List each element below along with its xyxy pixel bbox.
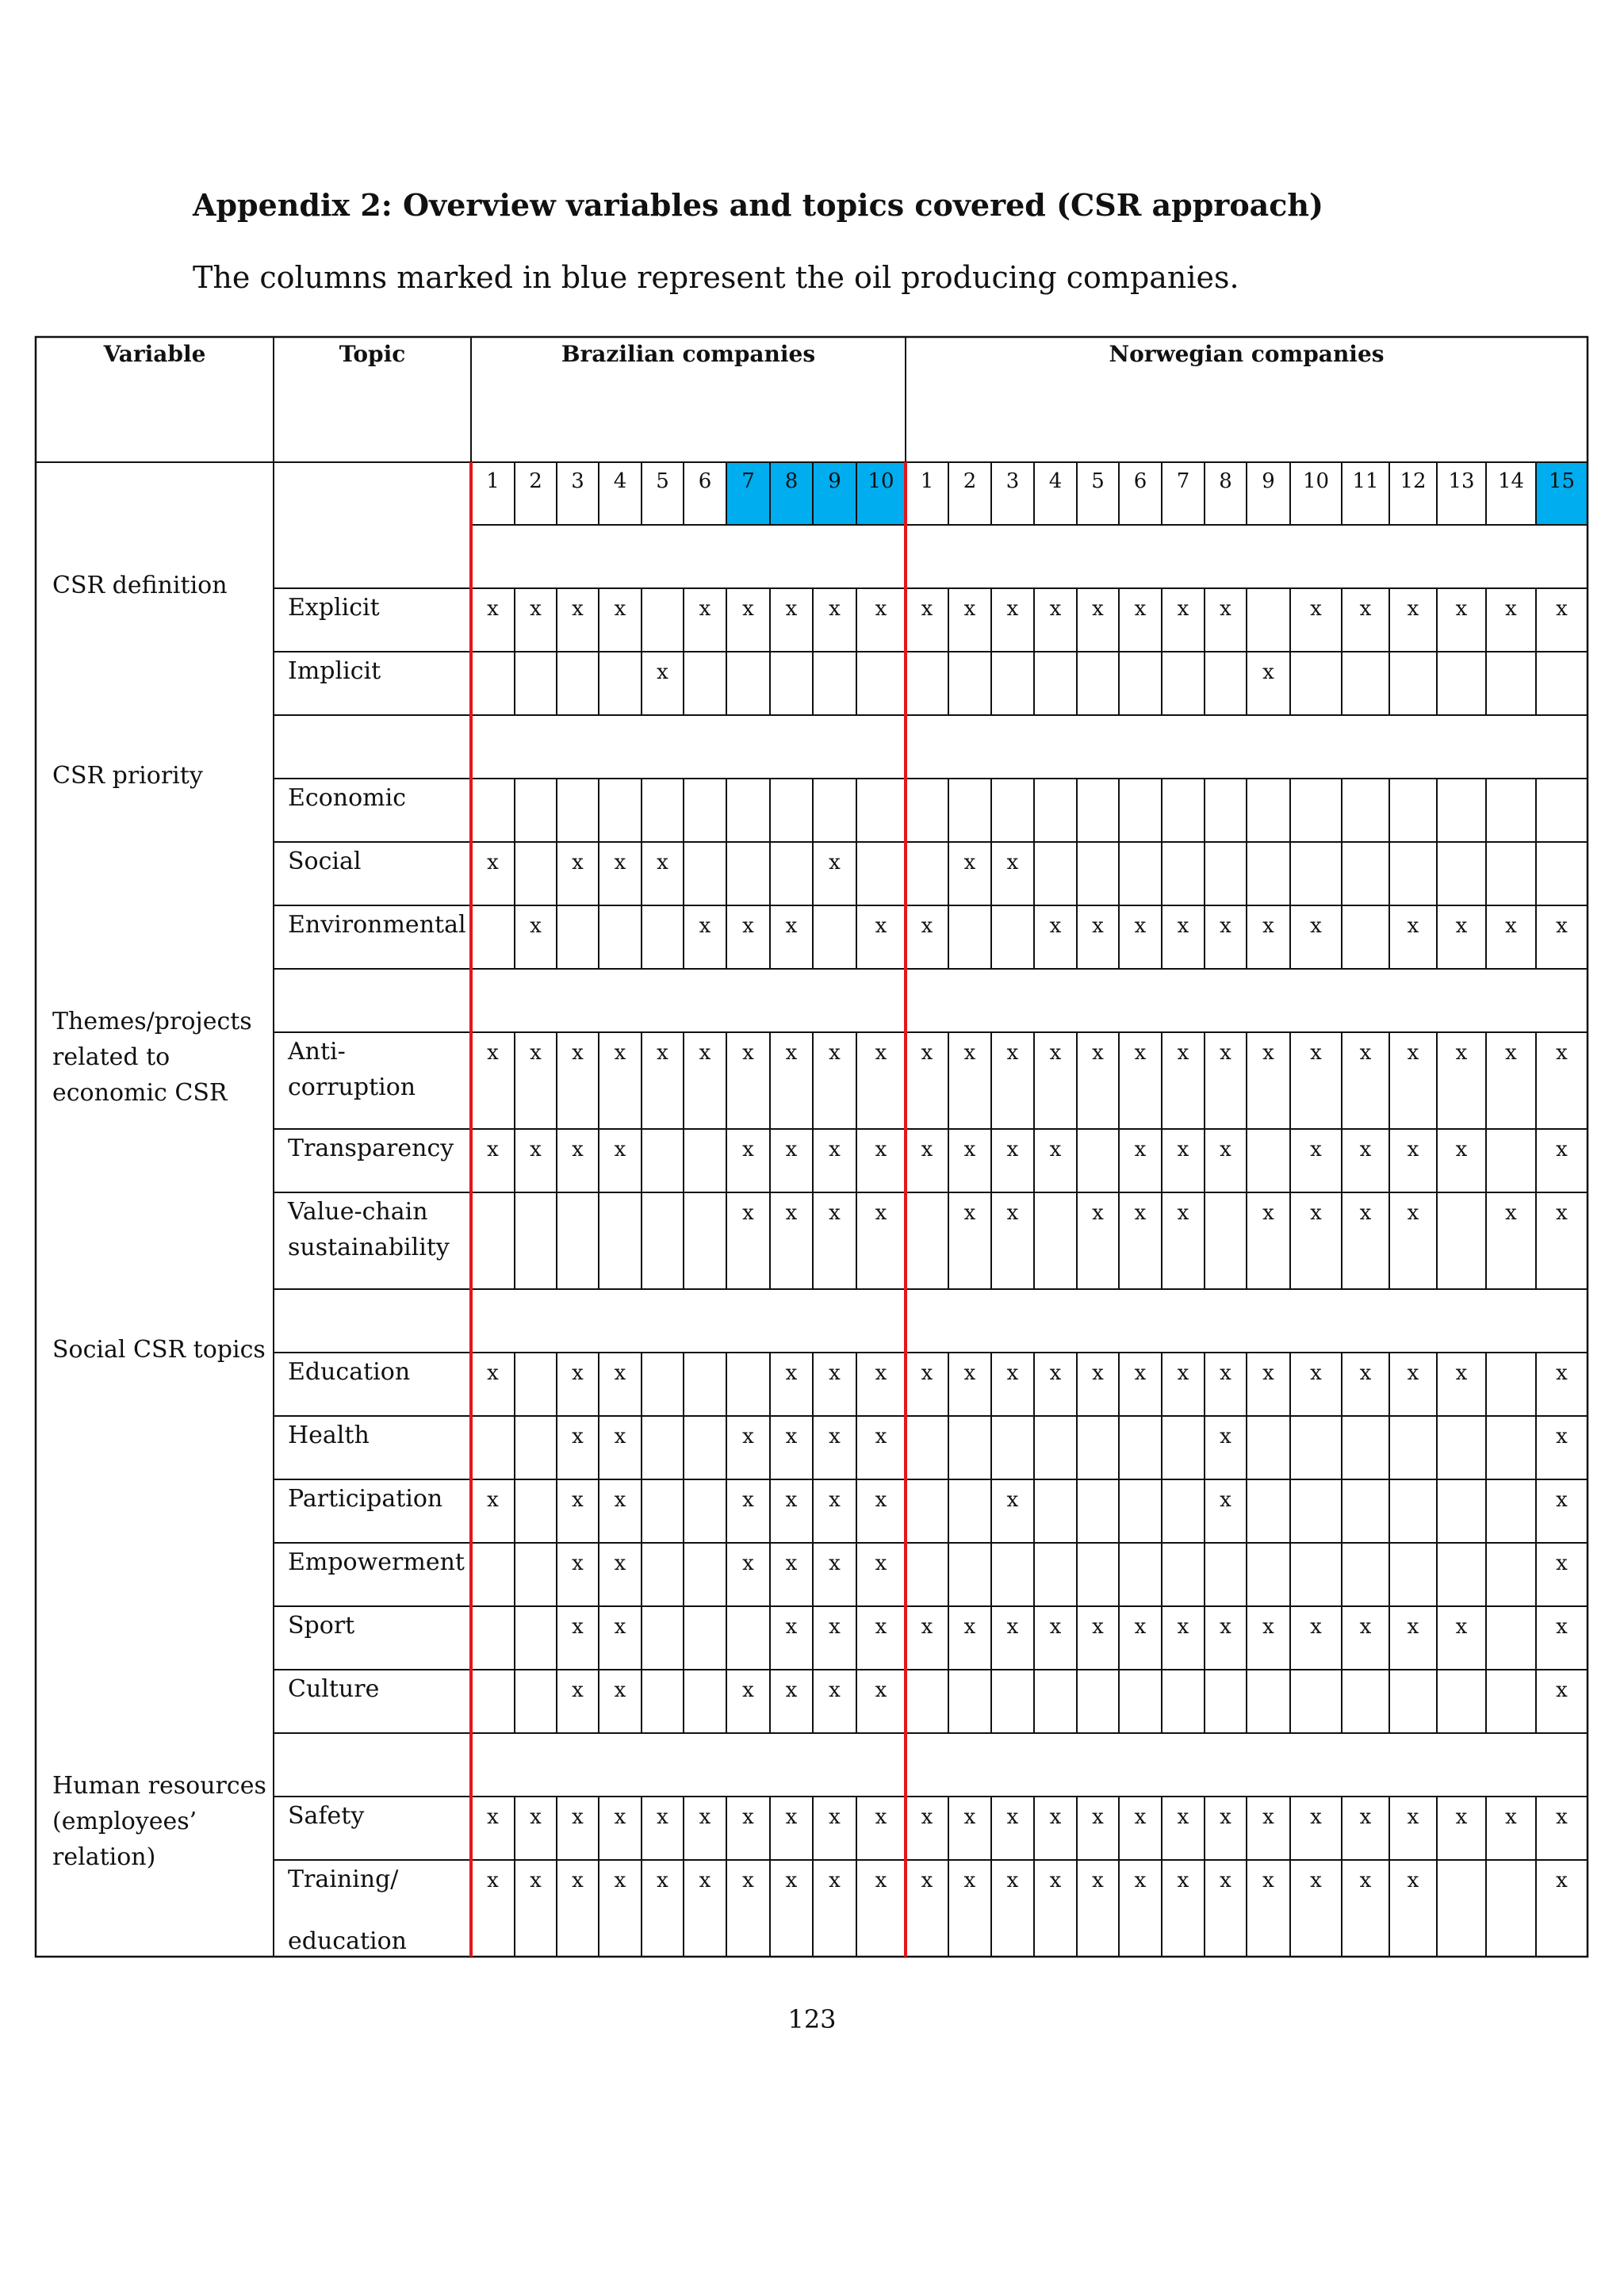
mark-x: x: [1092, 1201, 1104, 1225]
mark-x: x: [1220, 1869, 1231, 1892]
variable-label: relation): [52, 1843, 156, 1871]
mark-x: x: [1310, 1615, 1322, 1639]
mark-x: x: [1220, 1615, 1231, 1639]
mark-x: x: [1049, 914, 1062, 938]
brazil-company-number-2: 2: [529, 469, 542, 493]
brazil-company-number-7: 7: [741, 469, 755, 493]
mark-x: x: [829, 851, 841, 874]
mark-x: x: [1049, 597, 1062, 621]
mark-x: x: [1177, 1805, 1189, 1829]
mark-x: x: [1556, 1425, 1568, 1448]
topic-label: Value-chain: [288, 1198, 428, 1226]
mark-x: x: [1455, 914, 1468, 938]
mark-x: x: [742, 1552, 754, 1575]
topic-label: Culture: [288, 1675, 380, 1703]
variable-label: (employees’: [52, 1808, 197, 1835]
mark-x: x: [699, 1869, 711, 1892]
mark-x: x: [1092, 1361, 1104, 1385]
mark-x: x: [530, 1041, 542, 1065]
norway-company-number-14: 14: [1497, 469, 1525, 493]
mark-x: x: [1134, 1041, 1147, 1065]
mark-x: x: [785, 1488, 798, 1512]
mark-x: x: [963, 1201, 976, 1225]
mark-x: x: [530, 1869, 542, 1892]
mark-x: x: [1049, 1615, 1062, 1639]
topic-label: Empowerment: [288, 1548, 465, 1576]
brazil-company-number-6: 6: [698, 469, 712, 493]
mark-x: x: [1262, 1615, 1274, 1639]
mark-x: x: [785, 1552, 798, 1575]
topic-label: Explicit: [288, 594, 380, 622]
mark-x: x: [785, 1678, 798, 1702]
mark-x: x: [572, 1615, 584, 1639]
mark-x: x: [487, 1805, 499, 1829]
mark-x: x: [742, 1201, 754, 1225]
mark-x: x: [875, 1201, 887, 1225]
mark-x: x: [699, 1805, 711, 1829]
mark-x: x: [1177, 1201, 1189, 1225]
mark-x: x: [829, 1615, 841, 1639]
mark-x: x: [614, 1615, 626, 1639]
topic-label: sustainability: [288, 1234, 450, 1261]
mark-x: x: [614, 1138, 626, 1161]
mark-x: x: [963, 1361, 976, 1385]
mark-x: x: [829, 1361, 841, 1385]
mark-x: x: [1177, 1361, 1189, 1385]
mark-x: x: [1505, 1201, 1517, 1225]
mark-x: x: [963, 1138, 976, 1161]
mark-x: x: [1092, 1041, 1104, 1065]
mark-x: x: [1006, 1805, 1019, 1829]
mark-x: x: [1310, 1201, 1322, 1225]
norway-company-number-3: 3: [1005, 469, 1020, 493]
mark-x: x: [572, 1678, 584, 1702]
topic-label: Economic: [288, 784, 406, 812]
mark-x: x: [875, 1138, 887, 1161]
brazil-company-number-3: 3: [571, 469, 584, 493]
mark-x: x: [614, 1678, 626, 1702]
header-norwegian-companies: Norwegian companies: [1109, 341, 1385, 367]
mark-x: x: [1177, 1615, 1189, 1639]
header-topic: Topic: [339, 341, 406, 367]
mark-x: x: [1006, 1041, 1019, 1065]
mark-x: x: [963, 1805, 976, 1829]
mark-x: x: [1556, 1805, 1568, 1829]
mark-x: x: [1359, 1805, 1372, 1829]
mark-x: x: [1407, 1615, 1419, 1639]
mark-x: x: [1556, 1488, 1568, 1512]
mark-x: x: [1359, 1138, 1372, 1161]
mark-x: x: [875, 1552, 887, 1575]
mark-x: x: [1134, 597, 1147, 621]
mark-x: x: [921, 1041, 933, 1065]
variable-label: CSR priority: [52, 762, 203, 790]
mark-x: x: [1310, 1041, 1322, 1065]
mark-x: x: [1049, 1805, 1062, 1829]
mark-x: x: [572, 1552, 584, 1575]
mark-x: x: [1407, 914, 1419, 938]
norway-company-number-15: 15: [1548, 469, 1576, 493]
mark-x: x: [614, 1488, 626, 1512]
mark-x: x: [1505, 597, 1517, 621]
mark-x: x: [572, 1425, 584, 1448]
mark-x: x: [829, 1425, 841, 1448]
mark-x: x: [487, 597, 499, 621]
mark-x: x: [742, 914, 754, 938]
mark-x: x: [1134, 1615, 1147, 1639]
mark-x: x: [699, 914, 711, 938]
mark-x: x: [1262, 1201, 1274, 1225]
mark-x: x: [829, 1805, 841, 1829]
mark-x: x: [1262, 660, 1274, 684]
mark-x: x: [921, 1615, 933, 1639]
mark-x: x: [1310, 1138, 1322, 1161]
topic-label: Sport: [288, 1612, 355, 1640]
norway-company-number-7: 7: [1176, 469, 1190, 493]
mark-x: x: [614, 1869, 626, 1892]
mark-x: x: [1177, 597, 1189, 621]
mark-x: x: [699, 1041, 711, 1065]
topic-label: Social: [288, 848, 362, 875]
mark-x: x: [657, 1041, 668, 1065]
mark-x: x: [829, 1488, 841, 1512]
variable-label: economic CSR: [52, 1079, 228, 1107]
mark-x: x: [1006, 1138, 1019, 1161]
mark-x: x: [963, 851, 976, 874]
mark-x: x: [1220, 1041, 1231, 1065]
mark-x: x: [1049, 1869, 1062, 1892]
mark-x: x: [829, 1138, 841, 1161]
mark-x: x: [1407, 1201, 1419, 1225]
mark-x: x: [1134, 1138, 1147, 1161]
topic-label: Education: [288, 1358, 411, 1386]
mark-x: x: [1310, 1869, 1322, 1892]
mark-x: x: [1407, 1805, 1419, 1829]
mark-x: x: [742, 1869, 754, 1892]
topic-label: Safety: [288, 1802, 365, 1830]
mark-x: x: [1049, 1041, 1062, 1065]
norway-company-number-11: 11: [1352, 469, 1379, 493]
mark-x: x: [1134, 1201, 1147, 1225]
norway-company-number-4: 4: [1048, 469, 1063, 493]
mark-x: x: [1049, 1361, 1062, 1385]
mark-x: x: [1455, 1138, 1468, 1161]
table-border: [36, 337, 1588, 1957]
mark-x: x: [875, 914, 887, 938]
variable-label: Human resources: [52, 1772, 266, 1800]
header-brazilian-companies: Brazilian companies: [561, 341, 816, 367]
mark-x: x: [1092, 1869, 1104, 1892]
topic-label: corruption: [288, 1073, 416, 1101]
mark-x: x: [1359, 1361, 1372, 1385]
mark-x: x: [1556, 1138, 1568, 1161]
mark-x: x: [921, 1138, 933, 1161]
mark-x: x: [829, 1041, 841, 1065]
mark-x: x: [1262, 914, 1274, 938]
mark-x: x: [1220, 1805, 1231, 1829]
mark-x: x: [1177, 914, 1189, 938]
mark-x: x: [1006, 851, 1019, 874]
mark-x: x: [572, 1488, 584, 1512]
norway-company-number-2: 2: [963, 469, 977, 493]
norway-company-number-10: 10: [1302, 469, 1330, 493]
topic-label: Participation: [288, 1485, 443, 1513]
mark-x: x: [1262, 1041, 1274, 1065]
mark-x: x: [1556, 1552, 1568, 1575]
mark-x: x: [785, 1869, 798, 1892]
norway-company-number-9: 9: [1262, 469, 1275, 493]
mark-x: x: [1359, 1615, 1372, 1639]
topic-label: Anti-: [288, 1038, 346, 1066]
mark-x: x: [614, 1552, 626, 1575]
mark-x: x: [1407, 1361, 1419, 1385]
mark-x: x: [1220, 1425, 1231, 1448]
mark-x: x: [530, 597, 542, 621]
variable-label: Themes/projects: [52, 1008, 252, 1035]
mark-x: x: [1134, 1805, 1147, 1829]
mark-x: x: [829, 1869, 841, 1892]
mark-x: x: [614, 597, 626, 621]
mark-x: x: [487, 1869, 499, 1892]
topic-label: education: [288, 1927, 407, 1955]
mark-x: x: [1359, 1869, 1372, 1892]
mark-x: x: [1049, 1138, 1062, 1161]
mark-x: x: [785, 597, 798, 621]
mark-x: x: [875, 1488, 887, 1512]
norway-company-number-8: 8: [1219, 469, 1232, 493]
mark-x: x: [1310, 1361, 1322, 1385]
mark-x: x: [1262, 1805, 1274, 1829]
mark-x: x: [785, 1201, 798, 1225]
norway-company-number-13: 13: [1448, 469, 1475, 493]
topic-label: Implicit: [288, 657, 381, 685]
mark-x: x: [1262, 1869, 1274, 1892]
mark-x: x: [530, 1138, 542, 1161]
mark-x: x: [657, 1869, 668, 1892]
mark-x: x: [1220, 914, 1231, 938]
mark-x: x: [1359, 1201, 1372, 1225]
mark-x: x: [1134, 1361, 1147, 1385]
mark-x: x: [572, 1361, 584, 1385]
mark-x: x: [530, 914, 542, 938]
mark-x: x: [1310, 1805, 1322, 1829]
mark-x: x: [829, 1552, 841, 1575]
mark-x: x: [742, 1488, 754, 1512]
variable-label: CSR definition: [52, 572, 228, 599]
mark-x: x: [875, 1805, 887, 1829]
mark-x: x: [1455, 1041, 1468, 1065]
topic-label: Environmental: [288, 911, 466, 939]
mark-x: x: [921, 1361, 933, 1385]
mark-x: x: [1505, 1805, 1517, 1829]
mark-x: x: [1092, 597, 1104, 621]
mark-x: x: [1006, 597, 1019, 621]
mark-x: x: [487, 851, 499, 874]
mark-x: x: [921, 914, 933, 938]
mark-x: x: [785, 1615, 798, 1639]
mark-x: x: [1220, 597, 1231, 621]
mark-x: x: [1556, 1361, 1568, 1385]
mark-x: x: [487, 1138, 499, 1161]
mark-x: x: [1556, 1615, 1568, 1639]
mark-x: x: [1006, 1201, 1019, 1225]
mark-x: x: [614, 1041, 626, 1065]
norway-company-number-6: 6: [1133, 469, 1147, 493]
mark-x: x: [1455, 1361, 1468, 1385]
mark-x: x: [487, 1488, 499, 1512]
mark-x: x: [1220, 1138, 1231, 1161]
mark-x: x: [1310, 914, 1322, 938]
mark-x: x: [1556, 1678, 1568, 1702]
brazil-company-number-10: 10: [868, 469, 894, 493]
mark-x: x: [572, 1041, 584, 1065]
mark-x: x: [1134, 1869, 1147, 1892]
mark-x: x: [614, 1425, 626, 1448]
mark-x: x: [1262, 1361, 1274, 1385]
mark-x: x: [657, 851, 668, 874]
mark-x: x: [1556, 1869, 1568, 1892]
mark-x: x: [1407, 1138, 1419, 1161]
mark-x: x: [742, 1425, 754, 1448]
mark-x: x: [785, 1805, 798, 1829]
mark-x: x: [829, 1201, 841, 1225]
mark-x: x: [875, 1678, 887, 1702]
brazil-company-number-5: 5: [656, 469, 669, 493]
mark-x: x: [921, 1869, 933, 1892]
mark-x: x: [963, 1615, 976, 1639]
mark-x: x: [572, 597, 584, 621]
mark-x: x: [1310, 597, 1322, 621]
norway-company-number-12: 12: [1400, 469, 1427, 493]
mark-x: x: [699, 597, 711, 621]
mark-x: x: [572, 1869, 584, 1892]
mark-x: x: [1556, 1201, 1568, 1225]
mark-x: x: [1177, 1041, 1189, 1065]
mark-x: x: [1220, 1488, 1231, 1512]
mark-x: x: [1006, 1615, 1019, 1639]
mark-x: x: [875, 1869, 887, 1892]
mark-x: x: [921, 1805, 933, 1829]
mark-x: x: [785, 1425, 798, 1448]
mark-x: x: [921, 597, 933, 621]
mark-x: x: [530, 1805, 542, 1829]
mark-x: x: [1220, 1361, 1231, 1385]
mark-x: x: [614, 1361, 626, 1385]
mark-x: x: [1505, 1041, 1517, 1065]
mark-x: x: [487, 1041, 499, 1065]
mark-x: x: [829, 597, 841, 621]
norway-company-number-1: 1: [920, 469, 934, 493]
mark-x: x: [1407, 597, 1419, 621]
topic-label: Health: [288, 1422, 370, 1449]
topic-label: Transparency: [288, 1135, 454, 1162]
mark-x: x: [1455, 1615, 1468, 1639]
mark-x: x: [963, 1869, 976, 1892]
mark-x: x: [742, 1041, 754, 1065]
mark-x: x: [875, 1425, 887, 1448]
page-subtitle: The columns marked in blue represent the oil producing companies.: [193, 260, 1239, 295]
norway-company-number-5: 5: [1091, 469, 1105, 493]
mark-x: x: [1556, 1041, 1568, 1065]
mark-x: x: [1006, 1869, 1019, 1892]
mark-x: x: [785, 1138, 798, 1161]
mark-x: x: [614, 851, 626, 874]
page-title: Appendix 2: Overview variables and topics covered (CSR approach): [193, 187, 1324, 223]
brazil-company-number-4: 4: [613, 469, 627, 493]
brazil-company-number-9: 9: [828, 469, 841, 493]
mark-x: x: [1455, 1805, 1468, 1829]
mark-x: x: [487, 1361, 499, 1385]
mark-x: x: [829, 1678, 841, 1702]
mark-x: x: [785, 1361, 798, 1385]
brazil-company-number-1: 1: [486, 469, 500, 493]
mark-x: x: [572, 1138, 584, 1161]
mark-x: x: [1177, 1869, 1189, 1892]
mark-x: x: [657, 1805, 668, 1829]
mark-x: x: [1177, 1138, 1189, 1161]
mark-x: x: [1006, 1488, 1019, 1512]
mark-x: x: [1455, 597, 1468, 621]
mark-x: x: [1505, 914, 1517, 938]
mark-x: x: [742, 1678, 754, 1702]
brazil-company-number-8: 8: [784, 469, 799, 493]
mark-x: x: [1556, 597, 1568, 621]
mark-x: x: [1092, 1615, 1104, 1639]
mark-x: x: [785, 1041, 798, 1065]
variable-label: Social CSR topics: [52, 1336, 266, 1364]
mark-x: x: [742, 1805, 754, 1829]
mark-x: x: [1006, 1361, 1019, 1385]
mark-x: x: [572, 1805, 584, 1829]
mark-x: x: [1092, 914, 1104, 938]
mark-x: x: [1407, 1869, 1419, 1892]
mark-x: x: [742, 597, 754, 621]
mark-x: x: [1407, 1041, 1419, 1065]
mark-x: x: [1359, 1041, 1372, 1065]
mark-x: x: [875, 597, 887, 621]
header-variable: Variable: [103, 341, 206, 367]
topic-label: Training/: [288, 1866, 399, 1893]
mark-x: x: [742, 1138, 754, 1161]
mark-x: x: [1134, 914, 1147, 938]
mark-x: x: [875, 1361, 887, 1385]
mark-x: x: [1092, 1805, 1104, 1829]
mark-x: x: [875, 1041, 887, 1065]
mark-x: x: [572, 851, 584, 874]
mark-x: x: [875, 1615, 887, 1639]
mark-x: x: [1359, 597, 1372, 621]
mark-x: x: [785, 914, 798, 938]
mark-x: x: [963, 597, 976, 621]
mark-x: x: [1556, 914, 1568, 938]
variable-label: related to: [52, 1043, 170, 1071]
mark-x: x: [963, 1041, 976, 1065]
page-number: 123: [787, 2004, 837, 2034]
mark-x: x: [614, 1805, 626, 1829]
mark-x: x: [657, 660, 668, 684]
